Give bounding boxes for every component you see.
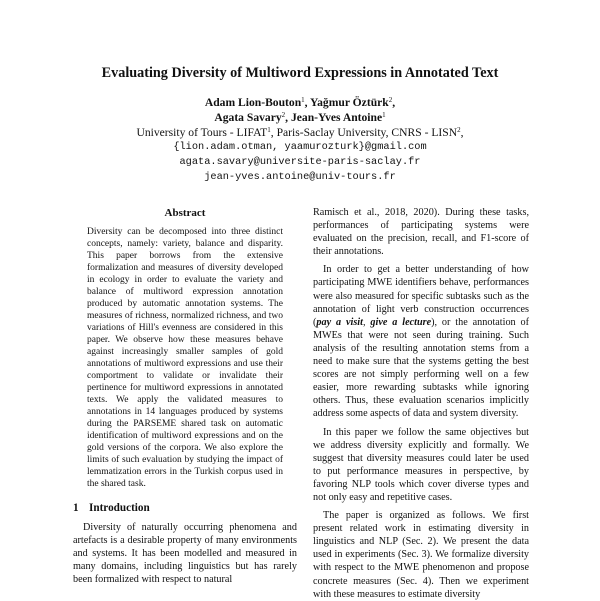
affiliation-mark: 1 [382,111,386,119]
body-paragraph: Diversity of naturally occurring phenomena and artefacts is a desirable property of many environments and systems. It has been modelled and measured in many domains, including linguistics but has rarely been formalized with respect to natural [73,522,297,586]
section-heading [73,501,297,515]
author-line-2: Agata Savary$^2$, Jean-Yves Antoine$^1$ [214,111,386,124]
author-name: Jean-Yves Antoine [290,111,383,124]
author-name: Agata Savary [214,111,282,124]
email-address: agata.savary@universite-paris-saclay.fr [179,156,421,168]
example-phrase: pay a visit [316,316,363,328]
author-block [60,95,540,185]
affiliation: University of Tours - LIFAT [136,126,268,139]
section-title: Introduction [89,502,150,514]
abstract-heading: Abstract [164,207,206,219]
author-line-1: Adam Lion-Bouton$^1$, Yağmur Öztürk$^2$, [204,96,396,109]
affiliation-mark: 2 [388,96,393,104]
abstract-text: Diversity can be decomposed into three distinct concepts, namely: variety, balance and disparity. This paper borrows from the extensive formalization and measures of diversity developed in ecology in order to evaluate the variety and balance of multiword expression annotation produced by automatic annotation systems. The measures of richness, normalized richness, and two variations of Hill's evenness are considered in this paper. We observe how these measures behave against increasingly smaller samples of gold annotations of multiword expressions and use their comportment to validate or invalidate their pertinence for multiword expressions in annotated texts. We apply the validated measures to annotations in 14 languages produced by systems during the PARSEME shared task on automatic identification of multiword expressions and on the gold versions of the corpora. We also explore the limits of such evaluation by studying the impact of lemmatization errors in the Turkish corpus used in the shared task. [87,227,283,489]
right-column [313,206,529,601]
email-address: {lion.adam.otman, yaamurozturk}@gmail.com [173,141,427,153]
left-column [73,206,297,586]
affiliation-mark: 2 [281,111,286,119]
affiliation-mark: 1 [301,96,305,104]
author-name: Yağmur Öztürk [310,96,389,109]
body-paragraph: In order to get a better understanding of how participating MWE identifiers behave, performances were also measured for specific subtasks such as the annotation of light verb construction occurrences (pay a visit, give a lecture), or the annotation of MWEs that were not seen during training. Such analysis of the resulting annotation stems from a need to make sure that the systems getting the best scores are not simply performing well on a few easier, more rewarding subtasks while ignoring others. Thus, these evaluation scenarios implicitly address some aspects of data and system diversity. [313,264,530,420]
body-paragraph: Ramisch et al., 2018, 2020). During these tasks, performances of participating systems were evaluated on the precision, recall, and F1-score of their annotations. [313,207,529,258]
body-paragraph: The paper is organized as follows. We first present related work in estimating diversity in linguistics and NLP (Sec. 2). We present the data used in experiments (Sec. 3). We formalize diversity with respect to the MWE phenomenon and propose concrete measures (Sec. 4). Then we experiment with these measures to estimate diversity [313,510,529,600]
affiliation-line: University of Tours - LIFAT$^1$, Paris-Saclay University, CNRS - LISN$^2$, [136,126,464,139]
example-phrase: give a lecture [370,316,432,328]
affiliation: , Paris-Saclay University, CNRS - LISN [270,126,458,139]
section-number: 1 [73,502,79,514]
paper-title: Evaluating Diversity of Multiword Expressions in Annotated Text [101,65,499,81]
email-address: jean-yves.antoine@univ-tours.fr [204,171,396,183]
author-name: Adam Lion-Bouton [204,96,302,109]
body-paragraph: In this paper we follow the same objectives but we address diversity explicitly and formally. We suggest that diversity measures could later be used to put performance measures in perspective, by favoring NLP tools which cover diverse types and not only easy and repetitive cases. [313,426,529,503]
